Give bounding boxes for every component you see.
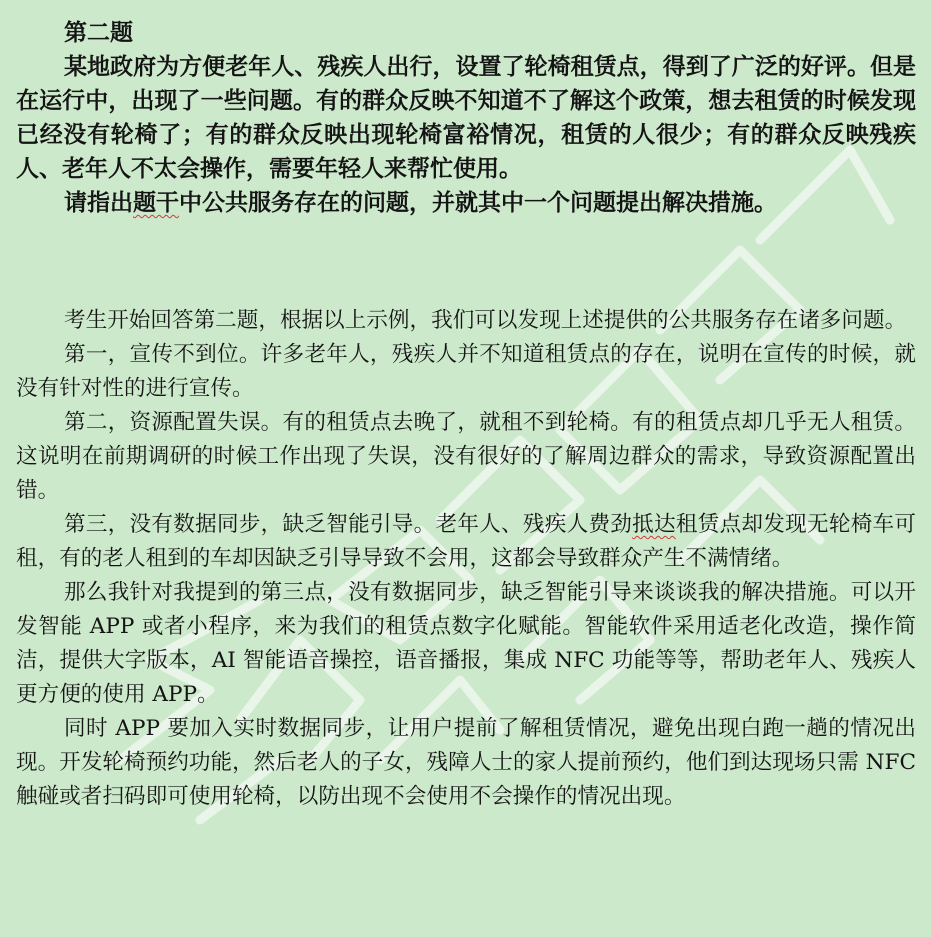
answer-point-3-end: 租赁点却发现无轮椅车可租，有的老人租到的车却因缺乏引导导致不会用，这都会导致群众产生不满情绪。 bbox=[16, 512, 916, 571]
question-prompt-end: 中公共服务存在的问题，并就其中一个问题提出解决措施。 bbox=[179, 189, 777, 216]
spellcheck-flag-dida: 抵达 bbox=[632, 512, 676, 537]
answer-measure-1: 那么我针对我提到的第三点，没有数据同步，缺乏智能引导来谈谈我的解决措施。可以开发智能 APP 或者小程序，来为我们的租赁点数字化赋能。智能软件采用适老化改造，操作简洁，提供大字版本，AI 智能语音操控，语音播报，集成 NFC 功能等等，帮助老年人、残疾人更方便的使用 APP。 bbox=[16, 580, 916, 707]
answer-measure-2: 同时 APP 要加入实时数据同步，让用户提前了解租赁情况，避免出现白跑一趟的情况出现。开发轮椅预约功能，然后老人的子女，残障人士的家人提前预约，他们到达现场只需 NFC 触碰或者扫码即可使用轮椅，以防出现不会使用不会操作的情况出现。 bbox=[16, 716, 916, 809]
answer-intro: 考生开始回答第二题，根据以上示例，我们可以发现上述提供的公共服务存在诸多问题。 bbox=[64, 308, 907, 333]
section-gap bbox=[16, 220, 916, 304]
spellcheck-flag-tigan: 题干 bbox=[133, 189, 179, 216]
answer-point-3-start: 第三，没有数据同步，缺乏智能引导。老年人、残疾人费劲 bbox=[64, 512, 633, 537]
answer-point-3 bbox=[16, 508, 916, 576]
question-prompt bbox=[16, 186, 916, 220]
answer-point-1: 第一，宣传不到位。许多老年人，残疾人并不知道租赁点的存在，说明在宣传的时候，就没有针对性的进行宣传。 bbox=[16, 342, 916, 401]
answer-point-2: 第二，资源配置失误。有的租赁点去晚了，就租不到轮椅。有的租赁点却几乎无人租赁。这说明在前期调研的时候工作出现了失误，没有很好的了解周边群众的需求，导致资源配置出错。 bbox=[16, 410, 916, 503]
question-paragraph: 某地政府为方便老年人、残疾人出行，设置了轮椅租赁点，得到了广泛的好评。但是在运行中，出现了一些问题。有的群众反映不知道不了解这个政策，想去租赁的时候发现已经没有轮椅了；有的群众反映出现轮椅富裕情况，租赁的人很少；有的群众反映残疾人、老年人不太会操作，需要年轻人来帮忙使用。 bbox=[16, 53, 916, 182]
document-page bbox=[16, 16, 916, 814]
question-prompt-start: 请指出 bbox=[64, 189, 133, 216]
question-title: 第二题 bbox=[64, 19, 133, 46]
